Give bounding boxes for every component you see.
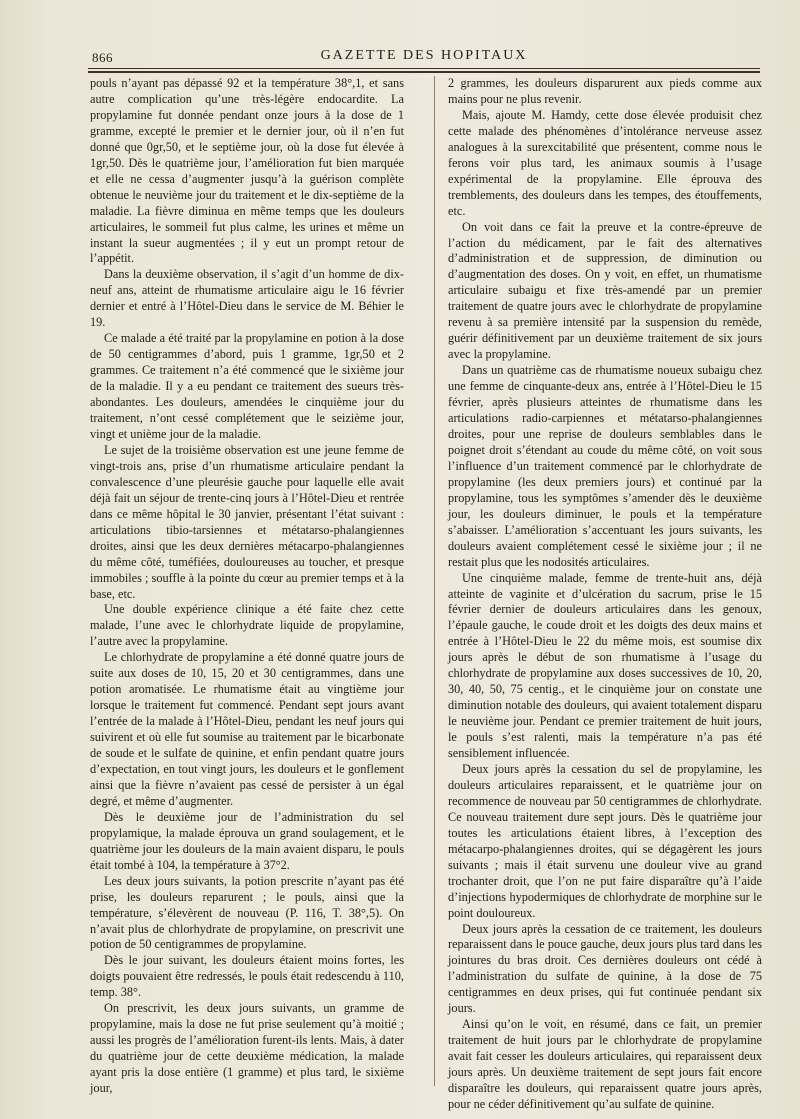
left-column xyxy=(90,76,404,1097)
right-column xyxy=(448,76,762,1113)
header-rule-thick xyxy=(88,71,760,73)
paragraph: 2 grammes, les douleurs disparurent aux pieds comme aux mains pour ne plus revenir. xyxy=(448,76,762,106)
paragraph: On voit dans ce fait la preuve et la contre-épreuve de l’action du médicament, par le fait des alternatives d’administration et de suppression, de diminution ou d’augmentation des doses. On y voit, en effet, un rhumatisme articulaire subaigu et fixe très-amendé par un premier traitement de quatre jours avec le chlorhydrate de propylamine revenu à sa première intensité par la suspension du remède, guérir définitivement par un deuxième traitement de six jours avec la propylamine. xyxy=(448,219,762,362)
paragraph: Deux jours après la cessation de ce traitement, les douleurs reparaissent dans le pouce gauche, deux jours plus tard dans les jointures du bras droit. Ces dernières douleurs ont cédé à l’administration du sulfate de quinine, à la dose de 75 centigrammes en deux prises, qui fut continuée pendant six jours. xyxy=(448,921,762,1016)
paragraph: Une double expérience clinique a été faite chez cette malade, l’une avec le chlorhydrate liquide de propylamine, l’autre avec la propylamine. xyxy=(90,602,404,649)
paragraph: Ainsi qu’on le voit, en résumé, dans ce fait, un premier traitement de huit jours par le chlorhydrate de propylamine avait fait cesser les douleurs articulaires, qui reparaissent deux jours après. Un deuxième traitement de sept jours fait encore disparaître les douleurs, qui reparaissent quatre jours après, pour ne céder définitivement qu’au sulfate de quinine. xyxy=(448,1017,762,1111)
header-rule xyxy=(88,68,760,69)
paragraph: Dès le deuxième jour de l’administration du sel propylamique, la malade éprouva un grand soulagement, et le quatrième jour les douleurs de la main avaient disparu, le pouls était tombé à 104, la température à 37°2. xyxy=(90,809,404,872)
paragraph: On prescrivit, les deux jours suivants, un gramme de propylamine, mais la dose ne fut prise seulement qu’à moitié ; aussi les progrès de l’amélioration furent-ils lents. Mais, à dater du quatrième jour de cette deuxième médication, la malade ayant pris la dose entière (1 gramme) et plus tard, le sixième jour, xyxy=(90,1001,404,1096)
paragraph: Mais, ajoute M. Hamdy, cette dose élevée produisit chez cette malade des phénomènes d’intolérance nerveuse assez analogues à la surexcitabilité que présentent, comme nous le ferons voir plus tard, les animaux soumis à l’usage expérimental de la propylamine. Elle éprouva des tremblements, des douleurs dans les tempes, des étouffements, etc. xyxy=(448,107,762,218)
paragraph: Une cinquième malade, femme de trente-huit ans, déjà atteinte de vaginite et d’ulcération du sacrum, prise le 15 février dernier de douleurs articulaires dans les genoux, l’épaule gauche, le coude droit et les doigts des deux mains et entrée à l’Hôtel-Dieu le 22 du même mois, est soumise dix jours après le début de son rhumatisme à l’usage du chlorhydrate de propylamine aux doses successives de 10, 20, 30, 40, 50, 75 centig., et le cinquième jour on constate une diminution notable des douleurs, qui avaient totalement disparu le neuvième jour. Pendant ce premier traitement de huit jours, le pouls s’est ralenti, mais la température n’a pas été sensiblement influencée. xyxy=(448,570,762,761)
paragraph: Dès le jour suivant, les douleurs étaient moins fortes, les doigts pouvaient être redressés, le pouls était redescendu à 110, temp. 38°. xyxy=(90,953,404,1000)
paragraph: Le chlorhydrate de propylamine a été donné quatre jours de suite aux doses de 10, 15, 20 et 30 centigrammes, dans une potion aromatisée. Le rhumatisme était au vingtième jour lorsque le traitement fut commencé. Pendant sept jours avant l’entrée de la malade à l’Hôtel-Dieu, pendant les neuf jours qui suivirent et où elle fut soumise au traitement par le bicarbonate de soude et le sulfate de quinine, et enfin pendant quatre jours d’expectation, en tout vingt jours, les douleurs et le gonflement ainsi que la fièvre n’avaient pas cessé de persister à un égal degré, et même d’augmenter. xyxy=(90,650,404,808)
paragraph: Les deux jours suivants, la potion prescrite n’ayant pas été prise, les douleurs reparurent ; le pouls, ainsi que la température, s’élevèrent de nouveau (P. 116, T. 38°,5). On n’avait plus de chlorhydrate de propylamine, on prescrivit une potion de 50 centigrammes de propylamine. xyxy=(90,873,404,952)
paragraph: Deux jours après la cessation du sel de propylamine, les douleurs articulaires reparaissent, et le quatrième jour on recommence de nouveau par 50 centigrammes de chlorhydrate. Ce nouveau traitement dure sept jours. Dès le quatrième jour toutes les articulations étaient libres, à l’exception des métacarpo-phalangiennes droites, qui se dégagèrent les jours suivants ; mais il était survenu une douleur vive au grand trochanter droit, que l’on ne put faire disparaître qu’à l’aide d’injections hypodermiques de chlorhydrate de morphine sur le point douloureux. xyxy=(448,761,762,920)
paragraph: Le sujet de la troisième observation est une jeune femme de vingt-trois ans, prise d’un rhumatisme articulaire pendant la convalescence d’une pleurésie gauche pour laquelle elle avait déjà fait un séjour de trente-cinq jours à l’Hôtel-Dieu et rentrée dans ce même hôpital le 30 janvier, présentant l’état suivant : articulations tibio-tarsiennes et métatarso-phalangiennes droites, ainsi que les deux dernières métacarpo-phalangiennes du même côté, tuméfiées, douloureuses au toucher, et presque immobiles ; souffle à la pointe du cœur au premier temps et à la base, etc. xyxy=(90,442,404,601)
paragraph: pouls n’ayant pas dépassé 92 et la température 38°,1, et sans autre complication qu’une très-légère endocardite. La propylamine fut donnée pendant onze jours à la dose de 1 gramme, excepté le premier et le dernier jour, où il n’en fut donné que 0gr,50, et le septième jour, où la dose fut élevée à 1gr,50. Dès le quatrième jour, l’amélioration fut bien marquée et elle ne cessa d’augmenter jusqu’à la guérison complète obtenue le neuvième jour du traitement et le dix-septième de la maladie. La fièvre diminua en même temps que les douleurs articulaires, le sommeil fut plus calme, les urines et même un instant la sueur augmentées ; il y eut un prompt retour de l’appétit. xyxy=(90,76,404,266)
column-divider xyxy=(434,76,435,1086)
page-header xyxy=(88,44,760,66)
paragraph: Ce malade a été traité par la propylamine en potion à la dose de 50 centigrammes d’abord, puis 1 gramme, 1gr,50 et 2 grammes. Ce traitement n’a été commencé que le sixième jour de la maladie. Il y a eu pendant ce traitement des sueurs très-abondantes. Les douleurs, amendées le cinquième jour du traitement, n’ont cessé complétement que le seizième jour, vingt et unième jour de la maladie. xyxy=(90,331,404,441)
paragraph: Dans un quatrième cas de rhumatisme noueux subaigu chez une femme de cinquante-deux ans, entrée à l’Hôtel-Dieu le 15 février, après plusieurs atteintes de rhumatisme dans les articulations radio-carpiennes et métatarso-phalangiennes droites, pour une reprise de douleurs semblables dans le poignet droit s’étendant au coude du même côté, on voit sous l’influence d’un traitement commencé par le chlorhydrate de propylamine (les deux premiers jours) et continué par la propylamine, tous les symptômes s’amender dès le deuxième jour, les douleurs diminuer, le pouls et la température s’abaisser. L’amélioration s’accentuant les jours suivants, les douleurs avaient complétement cessé le sixième jour ; il ne restait plus que les nodosités articulaires. xyxy=(448,363,762,569)
running-title: GAZETTE DES HOPITAUX xyxy=(320,48,528,63)
paragraph: Dans la deuxième observation, il s’agit d’un homme de dix-neuf ans, atteint de rhumatisme articulaire aigu le 16 février dernier et entré à l’Hôtel-Dieu dans le service de M. Béhier le 19. xyxy=(90,267,404,330)
page-number: 866 xyxy=(92,50,113,65)
